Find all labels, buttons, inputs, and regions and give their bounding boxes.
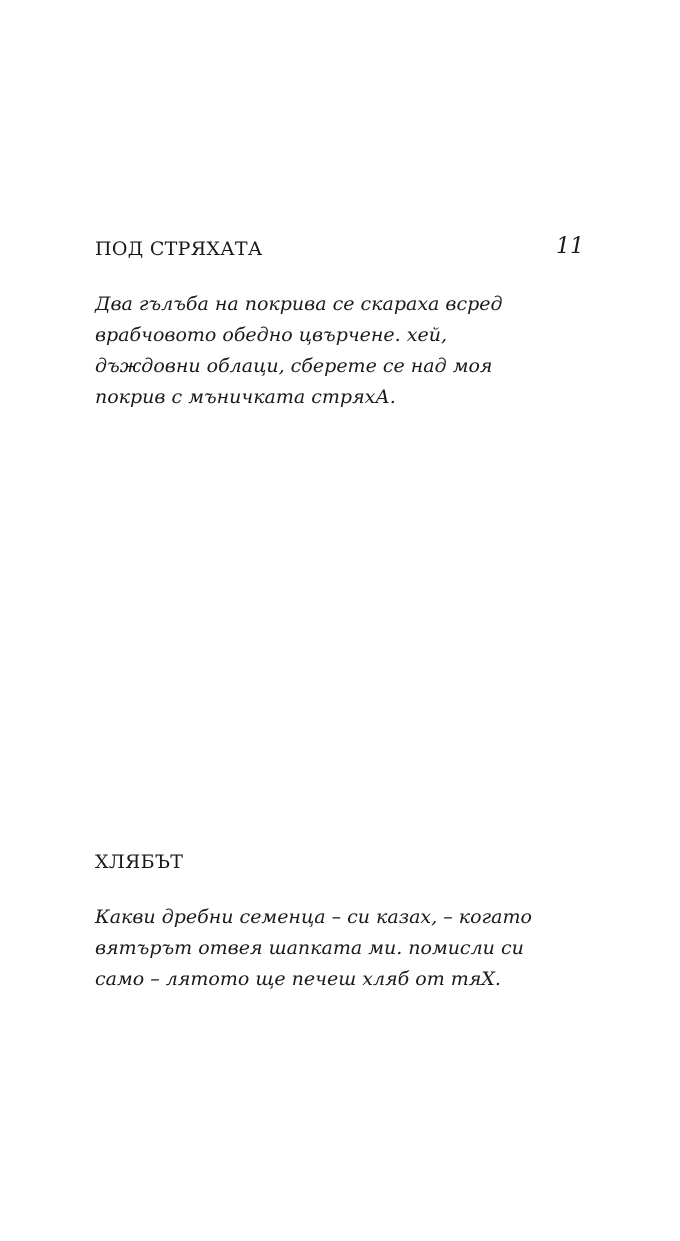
poem-line: само – лятото ще печеш хляб от тяХ.	[95, 968, 501, 990]
poem-body	[95, 902, 595, 995]
poem-line: врабчовото обедно цвърчене. хей,	[95, 324, 447, 346]
poem-line: покрив с мъничката стряхА.	[95, 386, 396, 408]
poem-the-bread	[95, 848, 595, 995]
poem-line: дъждовни облаци, сберете се над моя	[95, 355, 493, 377]
poem-line: Два гълъба на покрива се скараха всред	[95, 293, 503, 315]
poem-line: Какви дребни семенца – си казах, – когато	[95, 906, 532, 928]
poem-title: ПОД СТРЯХАТА	[95, 238, 263, 260]
poem-body	[95, 289, 595, 413]
poem-line: вятърът отвея шапката ми. помисли си	[95, 937, 524, 959]
poem-title: ХЛЯБЪТ	[95, 851, 184, 873]
page-number: 11	[556, 234, 584, 259]
poem-under-the-eaves	[95, 235, 595, 413]
